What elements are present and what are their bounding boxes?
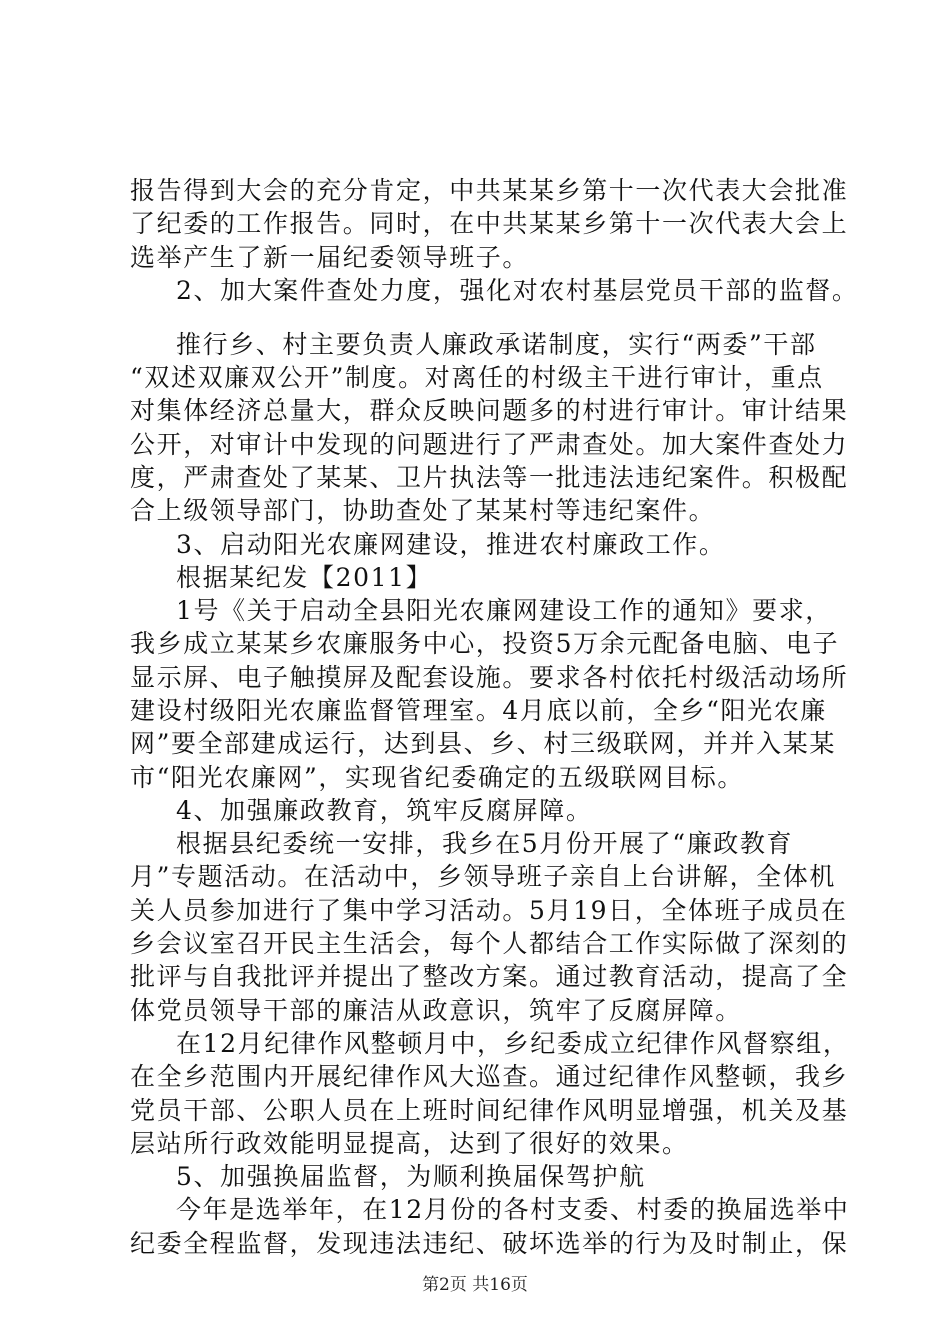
text-line: 选举产生了新一届纪委领导班子。 <box>130 243 530 272</box>
section-heading: 4、加强廉政教育，筑牢反腐屏障。 <box>176 796 593 825</box>
text-line: 1号《关于启动全县阳光农廉网建设工作的通知》要求， <box>176 596 832 625</box>
section-heading: 3、启动阳光农廉网建设，推进农村廉政工作。 <box>176 530 726 559</box>
text-line: 党员干部、公职人员在上班时间纪律作风明显增强，机关及基 <box>130 1096 849 1125</box>
text-line: 建设村级阳光农廉监督管理室。4月底以前，全乡“阳光农廉 <box>130 696 827 725</box>
text-line: 在全乡范围内开展纪律作风大巡查。通过纪律作风整顿，我乡 <box>130 1062 849 1091</box>
text-line: 度，严肃查处了某某、卫片执法等一批违法违纪案件。积极配 <box>130 463 849 492</box>
text-line: 乡会议室召开民主生活会，每个人都结合工作实际做了深刻的 <box>130 929 849 958</box>
page-number-label: 第2页 共16页 <box>422 1275 528 1295</box>
section-heading: 2、加大案件查处力度，强化对农村基层党员干部的监督。 <box>176 276 859 305</box>
text-line: 市“阳光农廉网”，实现省纪委确定的五级联网目标。 <box>130 763 744 792</box>
text-line: 月”专题活动。在活动中，乡领导班子亲自上台讲解，全体机 <box>130 862 836 891</box>
text-line: 推行乡、村主要负责人廉政承诺制度，实行“两委”干部 <box>176 330 817 359</box>
text-line: 根据某纪发【2011】 <box>176 563 433 592</box>
text-line: 报告得到大会的充分肯定，中共某某乡第十一次代表大会批准 <box>130 176 849 205</box>
text-line: “双述双廉双公开”制度。对离任的村级主干进行审计，重点 <box>130 363 824 392</box>
text-line: 合上级领导部门，协助查处了某某村等违纪案件。 <box>130 496 716 525</box>
text-line: 今年是选举年，在12月份的各村支委、村委的换届选举中 <box>176 1195 850 1224</box>
text-line: 对集体经济总量大，群众反映问题多的村进行审计。审计结果 <box>130 396 849 425</box>
text-line: 网”要全部建成运行，达到县、乡、村三级联网，并并入某某 <box>130 729 836 758</box>
text-line: 公开，对审计中发现的问题进行了严肃查处。加大案件查处力 <box>130 430 849 459</box>
text-line: 关人员参加进行了集中学习活动。5月19日，全体班子成员在 <box>130 896 848 925</box>
section-heading: 5、加强换届监督，为顺利换届保驾护航 <box>176 1162 646 1191</box>
text-line: 体党员领导干部的廉洁从政意识，筑牢了反腐屏障。 <box>130 996 742 1025</box>
text-line: 了纪委的工作报告。同时，在中共某某乡第十一次代表大会上 <box>130 209 849 238</box>
text-line: 根据县纪委统一安排，我乡在5月份开展了“廉政教育 <box>176 829 794 858</box>
text-line: 我乡成立某某乡农廉服务中心，投资5万余元配备电脑、电子 <box>130 629 840 658</box>
text-line: 批评与自我批评并提出了整改方案。通过教育活动，提高了全 <box>130 962 849 991</box>
text-line: 显示屏、电子触摸屏及配套设施。要求各村依托村级活动场所 <box>130 663 849 692</box>
text-line: 纪委全程监督，发现违法违纪、破坏选举的行为及时制止，保 <box>130 1229 849 1258</box>
text-line: 层站所行政效能明显提高，达到了很好的效果。 <box>130 1129 689 1158</box>
page-footer <box>0 1270 950 1295</box>
text-line: 在12月纪律作风整顿月中，乡纪委成立纪律作风督察组， <box>176 1029 850 1058</box>
